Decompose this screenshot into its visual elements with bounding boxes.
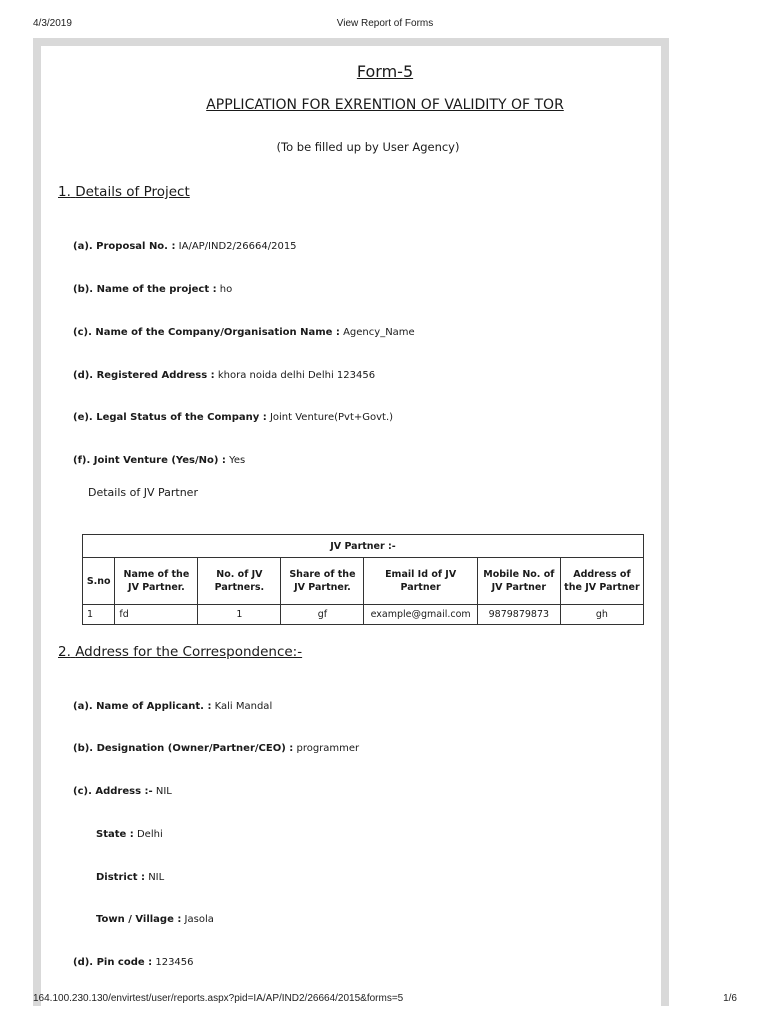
field-label: District : xyxy=(96,872,146,883)
table-row xyxy=(83,605,644,625)
jv-col-header: Mobile No. of JV Partner xyxy=(477,558,560,605)
jv-cell: example@gmail.com xyxy=(364,605,477,625)
field-value: IA/AP/IND2/26664/2015 xyxy=(178,241,297,252)
field-registered-address xyxy=(73,370,375,381)
field-applicant-name xyxy=(73,701,272,712)
section-title: Details of Project xyxy=(75,184,190,200)
field-value: Kali Mandal xyxy=(214,701,273,712)
field-state xyxy=(96,829,163,840)
jv-cell: gh xyxy=(560,605,643,625)
field-value: Joint Venture(Pvt+Govt.) xyxy=(269,412,394,423)
field-project-name xyxy=(73,284,232,295)
jv-col-header: Email Id of JV Partner xyxy=(364,558,477,605)
field-label: (a). Name of Applicant. : xyxy=(73,701,212,712)
field-designation xyxy=(73,743,359,754)
field-value: NIL xyxy=(148,872,165,883)
section-number: 1. xyxy=(58,184,71,200)
field-town-village xyxy=(96,914,214,925)
application-title: APPLICATION FOR EXRENTION OF VALIDITY OF TOR xyxy=(206,97,564,113)
field-value: Delhi xyxy=(136,829,163,840)
print-url: 164.100.230.130/envirtest/user/reports.aspx?pid=IA/AP/IND2/26664/2015&forms=5 xyxy=(33,993,404,1004)
field-company-name xyxy=(73,327,415,338)
field-label: Town / Village : xyxy=(96,914,182,925)
section-heading-correspondence xyxy=(58,644,302,660)
form-subtitle: (To be filled up by User Agency) xyxy=(276,140,460,154)
field-proposal-no xyxy=(73,241,297,252)
field-value: khora noida delhi Delhi 123456 xyxy=(217,370,376,381)
jv-col-header: Address of the JV Partner xyxy=(560,558,643,605)
field-value: Agency_Name xyxy=(343,327,415,338)
field-label: (d). Registered Address : xyxy=(73,370,215,381)
field-joint-venture xyxy=(73,455,245,466)
field-label: (b). Designation (Owner/Partner/CEO) : xyxy=(73,743,294,754)
field-label: (c). Name of the Company/Organisation Name : xyxy=(73,327,340,338)
jv-cell: gf xyxy=(281,605,364,625)
field-value: Jasola xyxy=(184,914,214,925)
field-value: NIL xyxy=(155,786,172,797)
field-label: (a). Proposal No. : xyxy=(73,241,176,252)
jv-col-header: S.no xyxy=(83,558,115,605)
field-label: (e). Legal Status of the Company : xyxy=(73,412,267,423)
field-label: (c). Address :- xyxy=(73,786,153,797)
field-value: ho xyxy=(219,284,233,295)
print-title: View Report of Forms xyxy=(336,18,434,29)
field-value: programmer xyxy=(296,743,360,754)
jv-cell: 1 xyxy=(198,605,281,625)
field-label: (d). Pin code : xyxy=(73,957,153,968)
form-title: Form-5 xyxy=(356,62,414,81)
section-heading-project xyxy=(58,184,190,200)
jv-partner-table xyxy=(82,534,644,625)
jv-cell: 9879879873 xyxy=(477,605,560,625)
field-label: (b). Name of the project : xyxy=(73,284,217,295)
field-pin-code xyxy=(73,957,194,968)
field-legal-status xyxy=(73,412,393,423)
jv-table-caption: JV Partner :- xyxy=(83,535,644,558)
section-title: Address for the Correspondence:- xyxy=(75,644,303,660)
print-date: 4/3/2019 xyxy=(33,18,72,29)
field-label: State : xyxy=(96,829,134,840)
jv-col-header: Share of the JV Partner. xyxy=(281,558,364,605)
field-address xyxy=(73,786,172,797)
field-value: Yes xyxy=(229,455,246,466)
jv-details-caption: Details of JV Partner xyxy=(88,486,198,499)
field-value: 123456 xyxy=(155,957,194,968)
field-district xyxy=(96,872,164,883)
jv-cell: 1 xyxy=(83,605,115,625)
jv-col-header: No. of JV Partners. xyxy=(198,558,281,605)
jv-col-header: Name of the JV Partner. xyxy=(115,558,198,605)
page-number: 1/6 xyxy=(723,993,737,1004)
jv-cell: fd xyxy=(115,605,198,625)
section-number: 2. xyxy=(58,644,71,660)
field-label: (f). Joint Venture (Yes/No) : xyxy=(73,455,226,466)
